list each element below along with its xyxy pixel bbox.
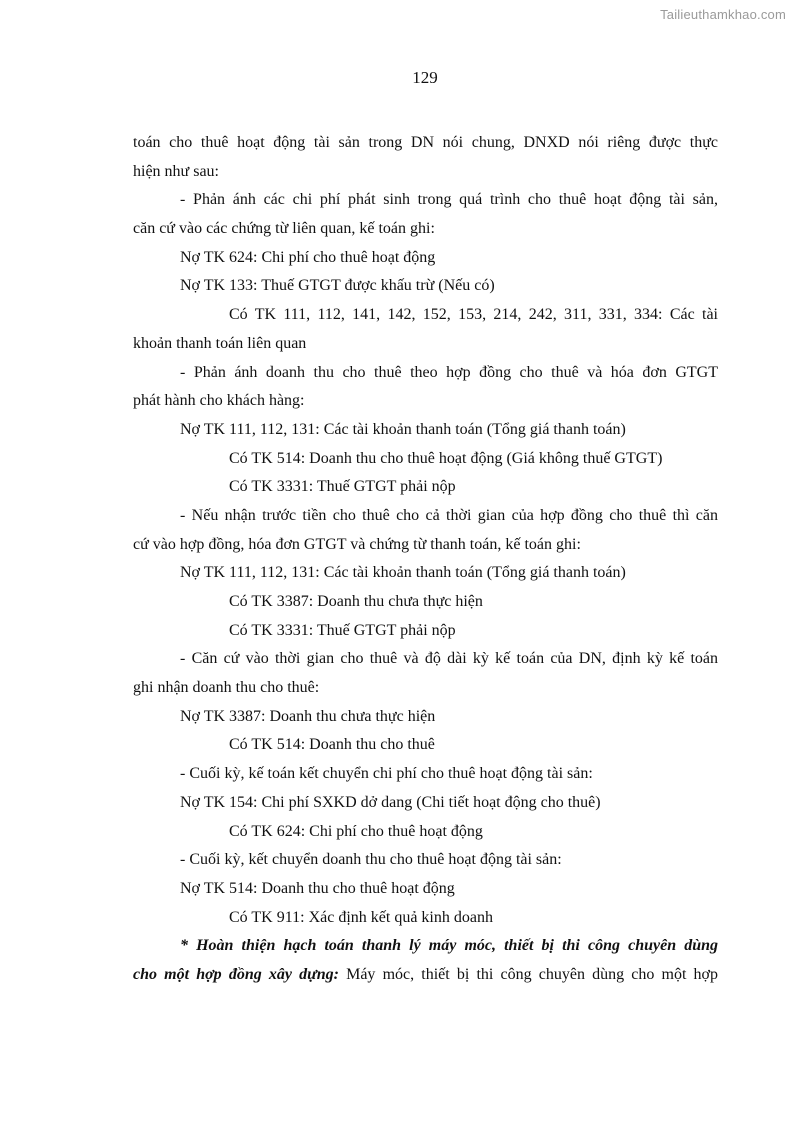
page-number: 129: [412, 68, 438, 87]
text-line: Có TK 3331: Thuế GTGT phải nộp: [229, 621, 456, 639]
text-line: Nợ TK 133: Thuế GTGT được khấu trừ (Nếu có): [180, 277, 495, 295]
section-heading-tail: cho một hợp đồng xây dựng:: [133, 965, 339, 983]
text-line: Có TK 111, 112, 141, 142, 152, 153, 214, 242, 311, 331, 334: Các tài: [229, 306, 718, 324]
body-text: [133, 129, 718, 990]
text-line: Có TK 624: Chi phí cho thuê hoạt động: [229, 822, 483, 840]
text-line: - Cuối kỳ, kế toán kết chuyển chi phí cho thuê hoạt động tài sản:: [180, 765, 593, 783]
text-line: Nợ TK 3387: Doanh thu chưa thực hiện: [180, 707, 436, 725]
text-line: cứ vào hợp đồng, hóa đơn GTGT và chứng từ thanh toán, kế toán ghi:: [133, 535, 581, 553]
text-line: Có TK 514: Doanh thu cho thuê hoạt động (Giá không thuế GTGT): [229, 449, 663, 467]
text-line: khoản thanh toán liên quan: [133, 334, 307, 352]
text-line: Có TK 3331: Thuế GTGT phải nộp: [229, 478, 456, 496]
section-heading-line: * Hoàn thiện hạch toán thanh lý máy móc, thiết bị thi công chuyên dùng: [180, 937, 718, 955]
text-line: Có TK 911: Xác định kết quả kinh doanh: [229, 908, 493, 926]
text-line: toán cho thuê hoạt động tài sản trong DN nói chung, DNXD nói riêng được thực: [133, 134, 718, 151]
text-line: Nợ TK 154: Chi phí SXKD dở dang (Chi tiết hoạt động cho thuê): [180, 793, 601, 811]
text-line: Nợ TK 111, 112, 131: Các tài khoản thanh toán (Tổng giá thanh toán): [180, 564, 626, 582]
watermark: Tailieuthamkhao.com: [660, 7, 786, 22]
text-line: ghi nhận doanh thu cho thuê:: [133, 679, 320, 697]
text-line: - Nếu nhận trước tiền cho thuê cho cả thời gian của hợp đồng cho thuê thì căn: [180, 506, 718, 524]
text-line: căn cứ vào các chứng từ liên quan, kế toán ghi:: [133, 220, 435, 238]
text-line: - Cuối kỳ, kết chuyển doanh thu cho thuê hoạt động tài sản:: [180, 851, 562, 869]
text-line: Nợ TK 514: Doanh thu cho thuê hoạt động: [180, 879, 455, 897]
text-line: phát hành cho khách hàng:: [133, 392, 305, 410]
section-body-start: Máy móc, thiết bị thi công chuyên dùng cho một hợp: [338, 965, 719, 983]
text-line: - Căn cứ vào thời gian cho thuê và độ dài kỳ kế toán của DN, định kỳ kế toán: [180, 650, 718, 668]
text-line: - Phản ánh các chi phí phát sinh trong quá trình cho thuê hoạt động tài sản,: [180, 191, 718, 209]
text-line: Nợ TK 624: Chi phí cho thuê hoạt động: [180, 248, 436, 266]
text-line: Có TK 3387: Doanh thu chưa thực hiện: [229, 593, 483, 610]
text-line: Nợ TK 111, 112, 131: Các tài khoản thanh toán (Tổng giá thanh toán): [180, 420, 626, 438]
text-line: - Phản ánh doanh thu cho thuê theo hợp đồng cho thuê và hóa đơn GTGT: [180, 363, 718, 381]
section-heading-continuation: [133, 961, 718, 990]
text-line: hiện như sau:: [133, 162, 219, 180]
text-line: Có TK 514: Doanh thu cho thuê: [229, 736, 435, 754]
